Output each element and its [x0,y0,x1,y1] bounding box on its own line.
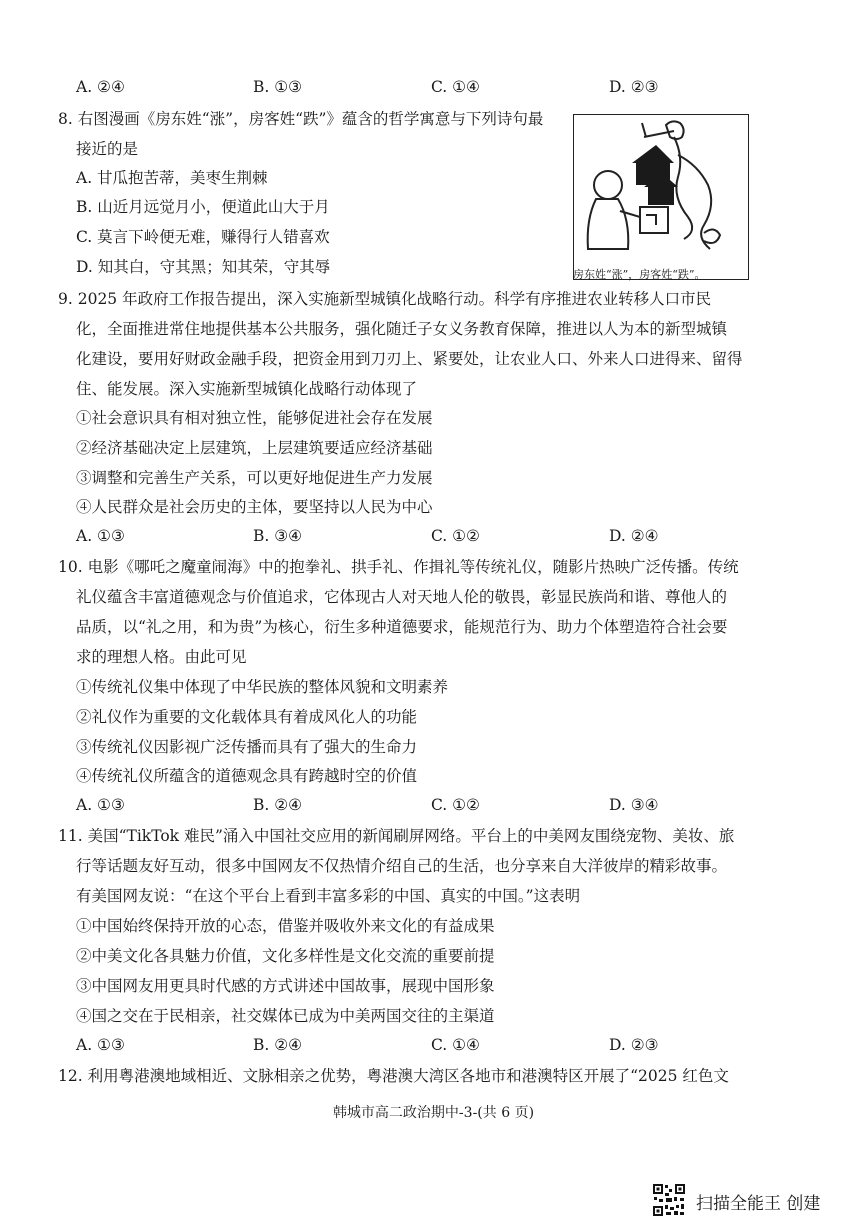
q10-option-c: C. ①② [431,796,480,814]
q9-option-c: C. ①② [431,527,480,545]
q8-stem-cont: 接近的是 [76,140,139,158]
q7-options [76,78,696,98]
q8-option-c: C. 莫言下岭便无难，赚得行人错喜欢 [76,228,330,246]
q9-item-4: ④人民群众是社会历史的主体，要坚持以人民为中心 [76,498,433,516]
q9-item-2: ②经济基础决定上层建筑，上层建筑要适应经济基础 [76,439,433,457]
q9-stem-line-1: 9. 2025 年政府工作报告提出，深入实施新型城镇化战略行动。科学有序推进农业转移人口市民 [58,290,712,308]
q10-item-2: ②礼仪作为重要的文化载体具有着成风化人的功能 [76,708,418,726]
q9-option-b: B. ③④ [253,527,303,545]
cartoon-drawing [574,115,747,278]
q10-option-b: B. ②④ [253,796,303,814]
q9-item-1: ①社会意识具有相对独立性，能够促进社会存在发展 [76,409,433,427]
q9-option-d: D. ②④ [609,527,659,545]
q10-item-1: ①传统礼仪集中体现了中华民族的整体风貌和文明素养 [76,678,449,696]
q11-item-4: ④国之交在于民相亲，社交媒体已成为中美两国交往的主渠道 [76,1007,495,1025]
q9-options [76,527,696,547]
q9-stem-line-3: 化建设，要用好财政金融手段，把资金用到刀刃上、紧要处，让农业人口、外来人口进得来、留得 [76,350,743,368]
cartoon-caption: 房东姓“涨”，房客姓“跌”。 [573,268,706,281]
q11-item-1: ①中国始终保持开放的心态，借鉴并吸收外来文化的有益成果 [76,917,495,935]
q11-option-a: A. ①③ [76,1036,125,1054]
q7-option-d: D. ②③ [609,78,659,96]
scanner-watermark [652,1183,852,1217]
q7-option-c: C. ①④ [431,78,480,96]
q11-item-2: ②中美文化各具魅力价值，文化多样性是文化交流的重要前提 [76,947,495,965]
page-footer: 韩城市高二政治期中-3-(共 6 页) [332,1105,535,1121]
q10-item-4: ④传统礼仪所蕴含的道德观念具有跨越时空的价值 [76,767,418,785]
q11-option-c: C. ①④ [431,1036,480,1054]
q11-stem-line-2: 行等话题友好互动，很多中国网友不仅热情介绍自己的生活，也分享来自大洋彼岸的精彩故事。 [76,857,728,875]
q9-stem-line-4: 住、能发展。深入实施新型城镇化战略行动体现了 [76,380,418,398]
q11-option-b: B. ②④ [253,1036,303,1054]
cartoon-illustration [573,114,749,280]
q11-options [76,1036,696,1056]
qr-code-icon [652,1183,686,1217]
q10-stem-line-3: 品质，以“礼之用，和为贵”为核心，衍生多种道德要求，能规范行为、助力个体塑造符合社会要 [76,618,728,636]
q10-stem-line-4: 求的理想人格。由此可见 [76,648,247,666]
q9-item-3: ③调整和完善生产关系，可以更好地促进生产力发展 [76,469,433,487]
q7-option-a: A. ②④ [76,78,125,96]
q11-stem-line-1: 11. 美国“TikTok 难民”涌入中国社交应用的新闻刷屏网络。平台上的中美网友围绕宠物、美妆、旅 [58,827,735,845]
q11-stem-line-3: 有美国网友说：“在这个平台上看到丰富多彩的中国、真实的中国。”这表明 [76,887,581,905]
q9-option-a: A. ①③ [76,527,125,545]
q8-stem: 8. 右图漫画《房东姓“涨”，房客姓“跌”》蕴含的哲学寓意与下列诗句最 [58,110,544,128]
q12-stem-line-1: 12. 利用粤港澳地域相近、文脉相亲之优势，粤港澳大湾区各地市和港澳特区开展了“2025 红色文 [58,1067,729,1085]
q10-options [76,796,696,816]
q10-option-a: A. ①③ [76,796,125,814]
q8-option-a: A. 甘瓜抱苦蒂，美枣生荆棘 [76,169,268,187]
q9-stem-line-2: 化，全面推进常住地提供基本公共服务，强化随迁子女义务教育保障，推进以人为本的新型城镇 [76,320,728,338]
q10-stem-line-2: 礼仪蕴含丰富道德观念与价值追求，它体现古人对天地人伦的敬畏，彰显民族尚和谐、尊他人的 [76,588,728,606]
q10-option-d: D. ③④ [609,796,659,814]
q10-item-3: ③传统礼仪因影视广泛传播而具有了强大的生命力 [76,738,418,756]
q11-item-3: ③中国网友用更具时代感的方式讲述中国故事，展现中国形象 [76,977,495,995]
q8-option-b: B. 山近月远觉月小，便道此山大于月 [76,198,330,216]
q7-option-b: B. ①③ [253,78,303,96]
q10-stem-line-1: 10. 电影《哪吒之魔童闹海》中的抱拳礼、拱手礼、作揖礼等传统礼仪，随影片热映广泛传播。传统 [58,558,739,576]
q11-option-d: D. ②③ [609,1036,659,1054]
q8-option-d: D. 知其白，守其黑；知其荣，守其辱 [76,258,331,276]
scanner-label: 扫描全能王 创建 [696,1194,821,1214]
